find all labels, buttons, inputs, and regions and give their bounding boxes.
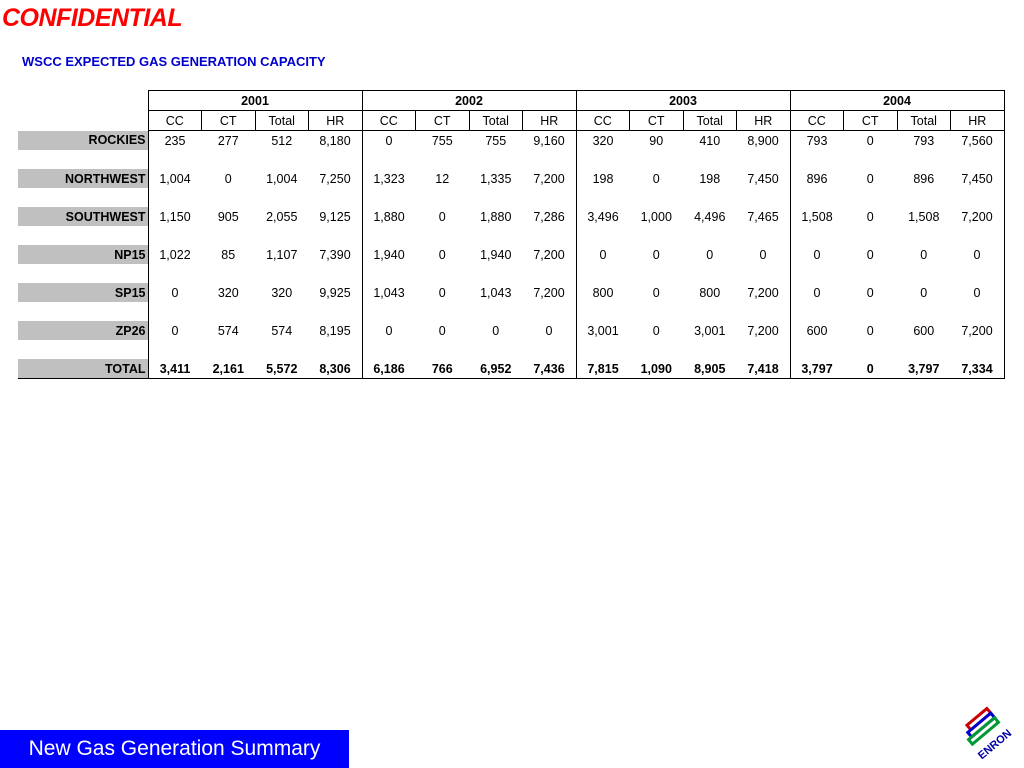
spacer-cell — [897, 188, 951, 207]
row-label: NP15 — [18, 245, 148, 264]
spacer-cell — [683, 226, 737, 245]
value-cell: 0 — [866, 209, 874, 224]
value-cell: 7,450 — [737, 169, 791, 188]
value-cell: 5,572 — [255, 359, 309, 379]
enron-logo-icon — [962, 705, 1024, 767]
subcolumn-header: HR — [737, 111, 791, 131]
value-cell: 85 — [221, 247, 236, 262]
value-cell: 0 — [706, 247, 714, 262]
spacer-cell — [630, 150, 684, 169]
value-cell: 7,200 — [737, 321, 791, 340]
spacer-cell — [897, 150, 951, 169]
spacer-cell — [683, 302, 737, 321]
value-cell: 7,560 — [951, 131, 1005, 151]
value-cell: 6,186 — [362, 359, 416, 379]
spacer-cell — [844, 150, 898, 169]
spacer-cell — [309, 226, 363, 245]
spacer-cell — [18, 264, 148, 283]
value-cell: 7,390 — [309, 245, 363, 264]
spacer-cell — [18, 340, 148, 359]
spacer-cell — [18, 188, 148, 207]
value-cell: 410 — [699, 133, 721, 148]
row-label: ZP26 — [18, 321, 148, 340]
spacer-cell — [255, 302, 309, 321]
value-cell: 0 — [652, 285, 660, 300]
corner-cell — [18, 91, 148, 111]
value-cell: 8,180 — [309, 131, 363, 151]
value-cell: 3,001 — [587, 323, 619, 338]
spacer-row — [18, 226, 1004, 245]
corner-cell — [18, 111, 148, 131]
subcolumn-header: Total — [897, 111, 951, 131]
value-cell: 0 — [438, 209, 446, 224]
value-cell: 0 — [866, 285, 874, 300]
spacer-cell — [148, 302, 202, 321]
spacer-cell — [202, 226, 256, 245]
value-cell: 0 — [652, 247, 660, 262]
value-cell: 0 — [920, 285, 928, 300]
spacer-cell — [362, 264, 416, 283]
value-cell: 7,450 — [951, 169, 1005, 188]
spacer-cell — [202, 188, 256, 207]
spacer-cell — [844, 188, 898, 207]
spacer-cell — [790, 150, 844, 169]
spacer-cell — [255, 340, 309, 359]
spacer-row — [18, 340, 1004, 359]
value-cell: 3,797 — [897, 359, 951, 379]
spacer-cell — [309, 188, 363, 207]
value-cell: 8,306 — [309, 359, 363, 379]
value-cell: 1,150 — [159, 209, 191, 224]
value-cell: 0 — [385, 133, 393, 148]
spacer-cell — [202, 340, 256, 359]
spacer-cell — [523, 302, 577, 321]
spacer-cell — [469, 264, 523, 283]
spacer-cell — [148, 340, 202, 359]
value-cell: 600 — [913, 323, 935, 338]
spacer-cell — [737, 150, 791, 169]
value-cell: 1,107 — [266, 247, 298, 262]
subcolumn-header: CT — [630, 111, 684, 131]
value-cell: 600 — [806, 323, 828, 338]
value-cell: 896 — [913, 171, 935, 186]
value-cell: 0 — [951, 245, 1005, 264]
value-cell: 1,004 — [159, 171, 191, 186]
value-cell: 0 — [438, 285, 446, 300]
spacer-cell — [737, 302, 791, 321]
spacer-cell — [951, 264, 1005, 283]
spacer-cell — [790, 302, 844, 321]
value-cell: 4,496 — [694, 209, 726, 224]
spacer-cell — [630, 188, 684, 207]
spacer-cell — [737, 264, 791, 283]
value-cell: 9,160 — [523, 131, 577, 151]
value-cell: 0 — [438, 247, 446, 262]
value-cell: 905 — [217, 209, 239, 224]
spacer-cell — [469, 226, 523, 245]
value-cell: 90 — [649, 133, 664, 148]
logo-text: ENRON — [976, 727, 1015, 763]
value-cell: 1,043 — [373, 285, 405, 300]
spacer-cell — [790, 188, 844, 207]
spacer-row — [18, 264, 1004, 283]
spacer-cell — [683, 340, 737, 359]
value-cell: 198 — [592, 171, 614, 186]
value-cell: 0 — [813, 247, 821, 262]
subcolumn-header: CC — [576, 111, 630, 131]
spacer-cell — [523, 340, 577, 359]
value-cell: 0 — [523, 321, 577, 340]
value-cell: 6,952 — [469, 359, 523, 379]
row-label: NORTHWEST — [18, 169, 148, 188]
value-cell: 1,508 — [908, 209, 940, 224]
spacer-cell — [309, 340, 363, 359]
subcolumn-header: CT — [202, 111, 256, 131]
spacer-cell — [844, 302, 898, 321]
value-cell: 1,880 — [373, 209, 405, 224]
value-cell: 1,022 — [159, 247, 191, 262]
value-cell: 320 — [271, 285, 293, 300]
spacer-cell — [790, 340, 844, 359]
value-cell: 1,508 — [801, 209, 833, 224]
spacer-cell — [309, 150, 363, 169]
report-title: WSCC EXPECTED GAS GENERATION CAPACITY — [22, 54, 326, 69]
value-cell: 0 — [385, 323, 393, 338]
value-cell: 7,334 — [951, 359, 1005, 379]
value-cell: 755 — [485, 133, 507, 148]
spacer-cell — [576, 226, 630, 245]
value-cell: 235 — [164, 133, 186, 148]
spacer-cell — [148, 226, 202, 245]
spacer-cell — [844, 340, 898, 359]
spacer-cell — [148, 264, 202, 283]
spacer-cell — [202, 264, 256, 283]
value-cell: 1,090 — [630, 359, 684, 379]
value-cell: 574 — [271, 323, 293, 338]
spacer-cell — [683, 188, 737, 207]
spacer-cell — [309, 302, 363, 321]
logo-stripe-blue — [968, 713, 995, 737]
subcolumn-header: Total — [469, 111, 523, 131]
confidential-heading: CONFIDENTIAL — [2, 4, 183, 32]
value-cell: 0 — [866, 323, 874, 338]
spacer-cell — [523, 264, 577, 283]
value-cell: 1,940 — [373, 247, 405, 262]
spacer-row — [18, 302, 1004, 321]
spacer-cell — [897, 226, 951, 245]
spacer-cell — [416, 150, 470, 169]
subcolumn-header: Total — [683, 111, 737, 131]
year-header: 2004 — [790, 91, 1004, 111]
table-row — [18, 169, 1004, 188]
table-row — [18, 131, 1004, 151]
value-cell: 7,250 — [309, 169, 363, 188]
value-cell: 1,880 — [480, 209, 512, 224]
spacer-cell — [362, 226, 416, 245]
value-cell: 7,286 — [523, 207, 577, 226]
value-cell: 1,940 — [480, 247, 512, 262]
spacer-cell — [630, 340, 684, 359]
subcolumn-header: CC — [362, 111, 416, 131]
spacer-cell — [469, 188, 523, 207]
year-header: 2001 — [148, 91, 362, 111]
spacer-cell — [951, 150, 1005, 169]
spacer-cell — [630, 226, 684, 245]
row-label: ROCKIES — [18, 131, 148, 151]
subcolumn-header: Total — [255, 111, 309, 131]
spacer-cell — [523, 150, 577, 169]
value-cell: 2,055 — [266, 209, 298, 224]
value-cell: 1,000 — [640, 209, 672, 224]
table-row — [18, 245, 1004, 264]
value-cell: 800 — [592, 285, 614, 300]
spacer-cell — [576, 340, 630, 359]
value-cell: 7,465 — [737, 207, 791, 226]
table-row — [18, 321, 1004, 340]
value-cell: 320 — [592, 133, 614, 148]
spacer-cell — [416, 302, 470, 321]
value-cell: 512 — [271, 133, 293, 148]
table-row — [18, 283, 1004, 302]
spacer-cell — [897, 264, 951, 283]
value-cell: 755 — [431, 133, 453, 148]
value-cell: 0 — [951, 283, 1005, 302]
spacer-cell — [576, 302, 630, 321]
spacer-cell — [255, 188, 309, 207]
year-header: 2003 — [576, 91, 790, 111]
gas-capacity-table — [18, 90, 1005, 379]
value-cell: 3,496 — [587, 209, 619, 224]
spacer-cell — [576, 188, 630, 207]
value-cell: 3,797 — [790, 359, 844, 379]
spacer-cell — [630, 302, 684, 321]
value-cell: 1,004 — [266, 171, 298, 186]
spacer-cell — [576, 150, 630, 169]
value-cell: 0 — [438, 323, 446, 338]
value-cell: 793 — [806, 133, 828, 148]
subcolumn-header: CC — [790, 111, 844, 131]
year-header: 2002 — [362, 91, 576, 111]
spacer-cell — [523, 188, 577, 207]
value-cell: 320 — [217, 285, 239, 300]
value-cell: 7,200 — [737, 283, 791, 302]
spacer-cell — [469, 302, 523, 321]
value-cell: 12 — [435, 171, 450, 186]
value-cell: 1,043 — [480, 285, 512, 300]
spacer-cell — [416, 264, 470, 283]
spacer-cell — [844, 264, 898, 283]
spacer-cell — [469, 340, 523, 359]
value-cell: 0 — [171, 285, 179, 300]
subcolumn-header: HR — [951, 111, 1005, 131]
row-label: TOTAL — [18, 359, 148, 379]
spacer-cell — [683, 264, 737, 283]
spacer-cell — [255, 264, 309, 283]
subcolumn-header: CC — [148, 111, 202, 131]
value-cell: 896 — [806, 171, 828, 186]
spacer-cell — [362, 302, 416, 321]
value-cell: 0 — [920, 247, 928, 262]
spacer-cell — [951, 340, 1005, 359]
value-cell: 0 — [492, 323, 500, 338]
spacer-row — [18, 188, 1004, 207]
spacer-cell — [362, 188, 416, 207]
spacer-cell — [737, 188, 791, 207]
spacer-cell — [737, 340, 791, 359]
spacer-cell — [469, 150, 523, 169]
subcolumn-header: HR — [309, 111, 363, 131]
subcolumn-header-row — [18, 111, 1004, 131]
spacer-cell — [951, 188, 1005, 207]
value-cell: 0 — [844, 359, 898, 379]
value-cell: 8,195 — [309, 321, 363, 340]
spacer-cell — [416, 340, 470, 359]
spacer-cell — [790, 226, 844, 245]
spacer-cell — [202, 302, 256, 321]
logo-stripe-red — [967, 708, 991, 729]
value-cell: 7,418 — [737, 359, 791, 379]
spacer-cell — [362, 150, 416, 169]
value-cell: 0 — [224, 171, 232, 186]
spacer-cell — [576, 264, 630, 283]
value-cell: 0 — [737, 245, 791, 264]
spacer-cell — [630, 264, 684, 283]
value-cell: 7,436 — [523, 359, 577, 379]
subcolumn-header: HR — [523, 111, 577, 131]
value-cell: 198 — [699, 171, 721, 186]
value-cell: 7,200 — [951, 321, 1005, 340]
spacer-cell — [897, 340, 951, 359]
value-cell: 9,925 — [309, 283, 363, 302]
value-cell: 9,125 — [309, 207, 363, 226]
spacer-cell — [737, 226, 791, 245]
spacer-cell — [18, 150, 148, 169]
value-cell: 277 — [217, 133, 239, 148]
value-cell: 3,001 — [694, 323, 726, 338]
row-label: SP15 — [18, 283, 148, 302]
spacer-cell — [255, 150, 309, 169]
spacer-cell — [18, 226, 148, 245]
spacer-row — [18, 150, 1004, 169]
value-cell: 2,161 — [202, 359, 256, 379]
spacer-cell — [683, 150, 737, 169]
value-cell: 766 — [416, 359, 470, 379]
year-header-row — [18, 91, 1004, 111]
value-cell: 800 — [699, 285, 721, 300]
value-cell: 7,200 — [523, 283, 577, 302]
value-cell: 0 — [866, 171, 874, 186]
value-cell: 7,200 — [951, 207, 1005, 226]
value-cell: 3,411 — [148, 359, 202, 379]
spacer-cell — [148, 150, 202, 169]
spacer-cell — [951, 226, 1005, 245]
spacer-cell — [202, 150, 256, 169]
spacer-cell — [844, 226, 898, 245]
value-cell: 0 — [652, 323, 660, 338]
spacer-cell — [790, 264, 844, 283]
value-cell: 0 — [652, 171, 660, 186]
spacer-cell — [309, 264, 363, 283]
subcolumn-header: CT — [416, 111, 470, 131]
spacer-cell — [416, 226, 470, 245]
value-cell: 8,900 — [737, 131, 791, 151]
value-cell: 7,200 — [523, 245, 577, 264]
spacer-cell — [523, 226, 577, 245]
value-cell: 7,815 — [576, 359, 630, 379]
value-cell: 0 — [171, 323, 179, 338]
spacer-cell — [362, 340, 416, 359]
subcolumn-header: CT — [844, 111, 898, 131]
spacer-cell — [255, 226, 309, 245]
spacer-cell — [897, 302, 951, 321]
spacer-cell — [148, 188, 202, 207]
value-cell: 8,905 — [683, 359, 737, 379]
value-cell: 0 — [866, 133, 874, 148]
value-cell: 7,200 — [523, 169, 577, 188]
value-cell: 0 — [813, 285, 821, 300]
value-cell: 1,335 — [480, 171, 512, 186]
spacer-cell — [18, 302, 148, 321]
value-cell: 0 — [866, 247, 874, 262]
row-label: SOUTHWEST — [18, 207, 148, 226]
footer-banner: New Gas Generation Summary — [0, 730, 349, 768]
value-cell: 793 — [913, 133, 935, 148]
spacer-cell — [951, 302, 1005, 321]
table-row — [18, 207, 1004, 226]
value-cell: 0 — [599, 247, 607, 262]
spacer-cell — [416, 188, 470, 207]
value-cell: 574 — [217, 323, 239, 338]
total-row — [18, 359, 1004, 379]
value-cell: 1,323 — [373, 171, 405, 186]
